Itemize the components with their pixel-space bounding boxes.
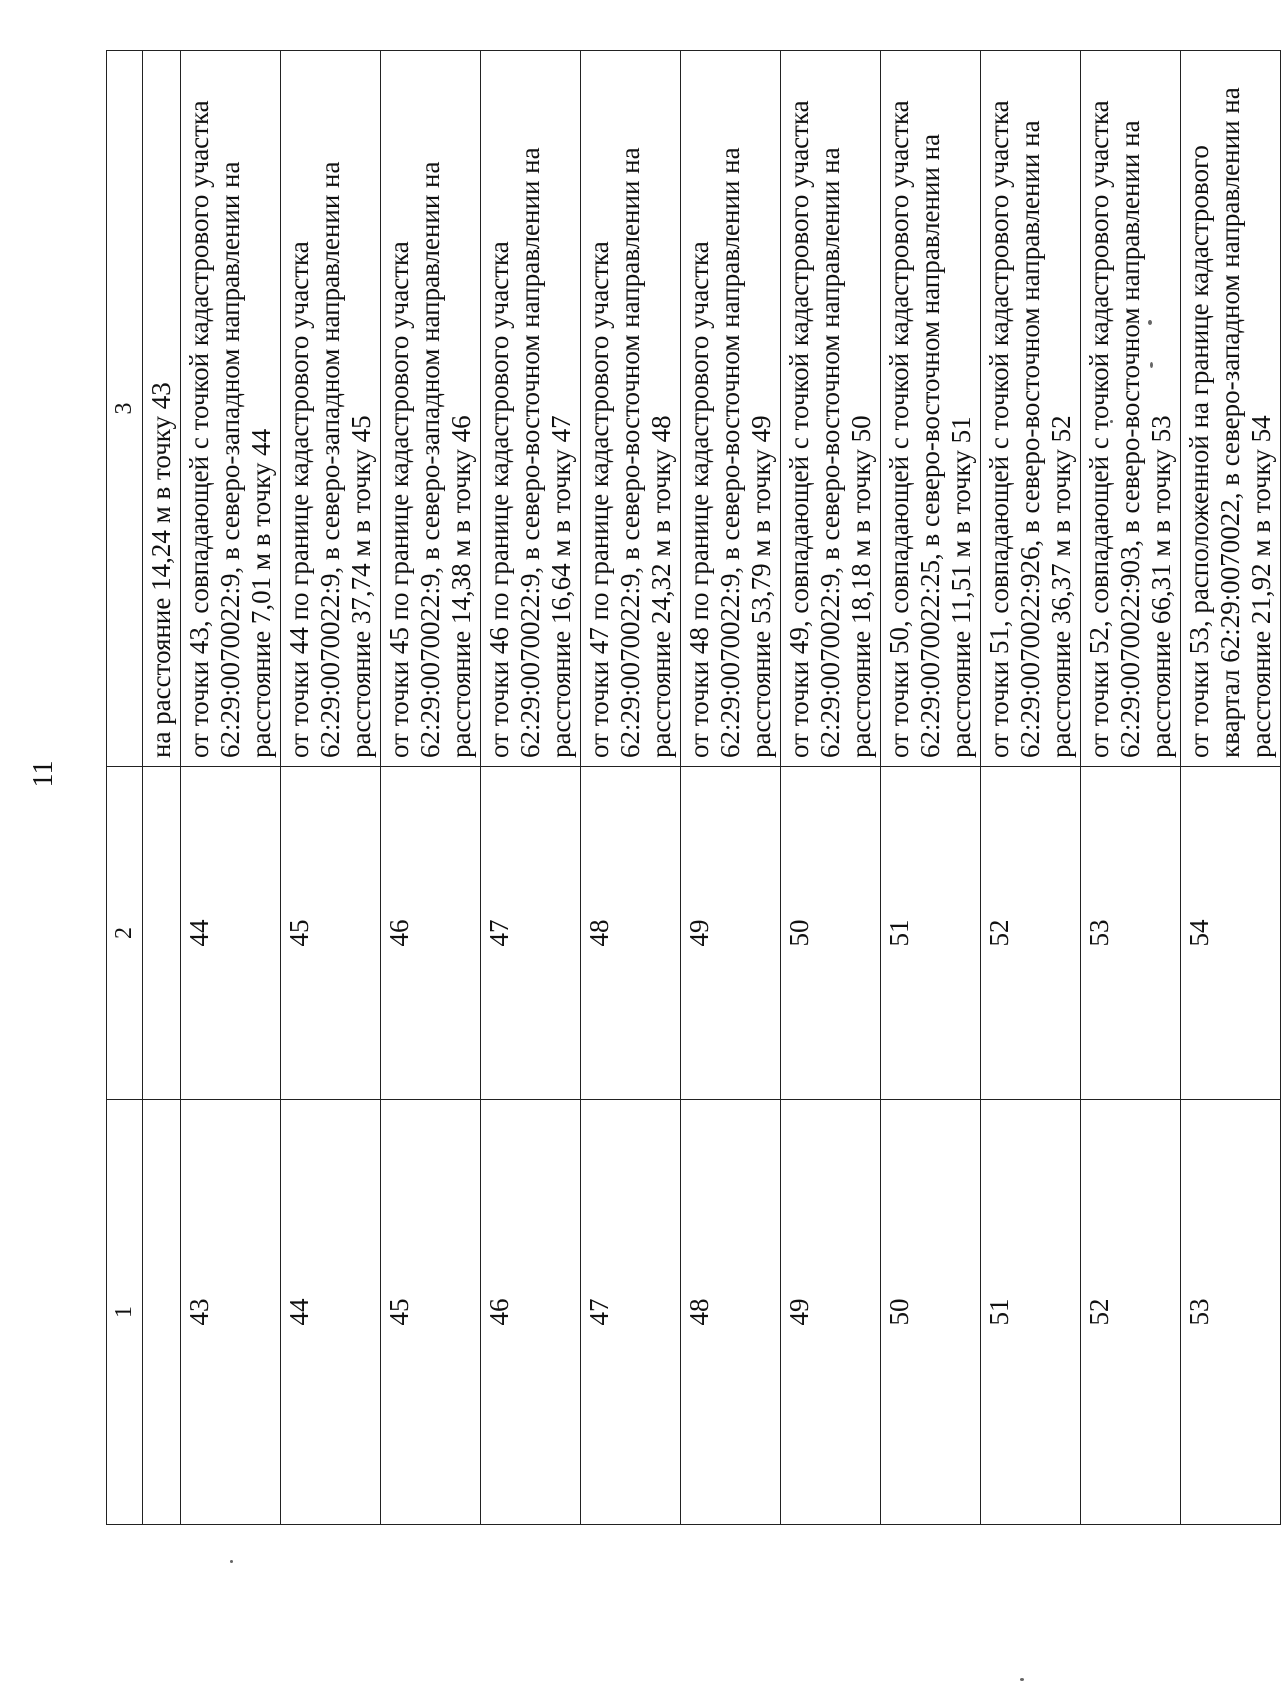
point-from-cell: 48: [681, 1100, 781, 1525]
point-from-cell: 51: [981, 1100, 1081, 1525]
description-cell: от точки 52, совпадающей с точкой кадастрового участка 62:29:0070022:903, в северо-восточном направлении на расстояние 66,31 м в точку 53: [1081, 51, 1181, 767]
point-to-cell: 52: [981, 767, 1081, 1100]
scan-speck: [1020, 1678, 1024, 1681]
continuation-description: на расстояние 14,24 м в точку 43: [143, 51, 181, 767]
header-col-2: 2: [107, 767, 143, 1100]
table-row: [1081, 51, 1181, 1525]
description-cell: от точки 50, совпадающей с точкой кадастрового участка 62:29:0070022:25, в северо-восточном направлении на расстояние 11,51 м в точку 51: [881, 51, 981, 767]
point-from-cell: 47: [581, 1100, 681, 1525]
point-to-cell: 45: [281, 767, 381, 1100]
continuation-empty-cell: [143, 767, 181, 1100]
point-from-cell: 52: [1081, 1100, 1181, 1525]
point-to-cell: 48: [581, 767, 681, 1100]
description-cell: от точки 46 по границе кадастрового участка 62:29:0070022:9, в северо-восточном направлении на расстояние 16,64 м в точку 47: [481, 51, 581, 767]
description-cell: от точки 43, совпадающей с точкой кадастрового участка 62:29:0070022:9, в северо-западном направлении на расстояние 7,01 м в точку 44: [181, 51, 281, 767]
description-cell: от точки 53, расположенной на границе кадастрового квартал 62:29:0070022, в северо-западном направлении на расстояние 21,92 м в точку 54: [1181, 51, 1281, 767]
continuation-empty-cell: [143, 1100, 181, 1525]
description-cell: от точки 45 по границе кадастрового участка 62:29:0070022:9, в северо-западном направлении на расстояние 14,38 м в точку 46: [381, 51, 481, 767]
header-row: [107, 51, 143, 1525]
point-from-cell: 50: [881, 1100, 981, 1525]
header-col-3: 3: [107, 51, 143, 767]
boundary-description-table: [106, 50, 1281, 1525]
point-from-cell: 44: [281, 1100, 381, 1525]
scan-noise-strip: [0, 10, 1200, 22]
point-to-cell: 46: [381, 767, 481, 1100]
rotated-table-container: [106, 51, 1276, 1525]
table-row: [281, 51, 381, 1525]
point-from-cell: 43: [181, 1100, 281, 1525]
description-cell: от точки 44 по границе кадастрового участка 62:29:0070022:9, в северо-западном направлении на расстояние 37,74 м в точку 45: [281, 51, 381, 767]
point-from-cell: 53: [1181, 1100, 1281, 1525]
scan-speck: [230, 1560, 233, 1563]
table-row: [381, 51, 481, 1525]
table-row: [881, 51, 981, 1525]
point-to-cell: 49: [681, 767, 781, 1100]
point-from-cell: 45: [381, 1100, 481, 1525]
continuation-row: [143, 51, 181, 1525]
table-body: [107, 51, 1281, 1525]
description-cell: от точки 51, совпадающей с точкой кадастрового участка 62:29:0070022:926, в северо-восточном направлении на расстояние 36,37 м в точку 52: [981, 51, 1081, 767]
table-row: [181, 51, 281, 1525]
table-row: [681, 51, 781, 1525]
point-to-cell: 47: [481, 767, 581, 1100]
header-col-1: 1: [107, 1100, 143, 1525]
description-cell: от точки 48 по границе кадастрового участка 62:29:0070022:9, в северо-восточном направлении на расстояние 53,79 м в точку 49: [681, 51, 781, 767]
point-to-cell: 50: [781, 767, 881, 1100]
table-row: [1181, 51, 1281, 1525]
point-to-cell: 53: [1081, 767, 1181, 1100]
point-to-cell: 51: [881, 767, 981, 1100]
table-row: [781, 51, 881, 1525]
table-row: [981, 51, 1081, 1525]
point-to-cell: 54: [1181, 767, 1281, 1100]
table-row: [481, 51, 581, 1525]
point-from-cell: 46: [481, 1100, 581, 1525]
table-row: [581, 51, 681, 1525]
description-cell: от точки 47 по границе кадастрового участка 62:29:0070022:9, в северо-восточном направлении на расстояние 24,32 м в точку 48: [581, 51, 681, 767]
point-from-cell: 49: [781, 1100, 881, 1525]
point-to-cell: 44: [181, 767, 281, 1100]
description-cell: от точки 49, совпадающей с точкой кадастрового участка 62:29:0070022:9, в северо-восточном направлении на расстояние 18,18 м в точку 50: [781, 51, 881, 767]
page-number: 11: [28, 760, 59, 788]
